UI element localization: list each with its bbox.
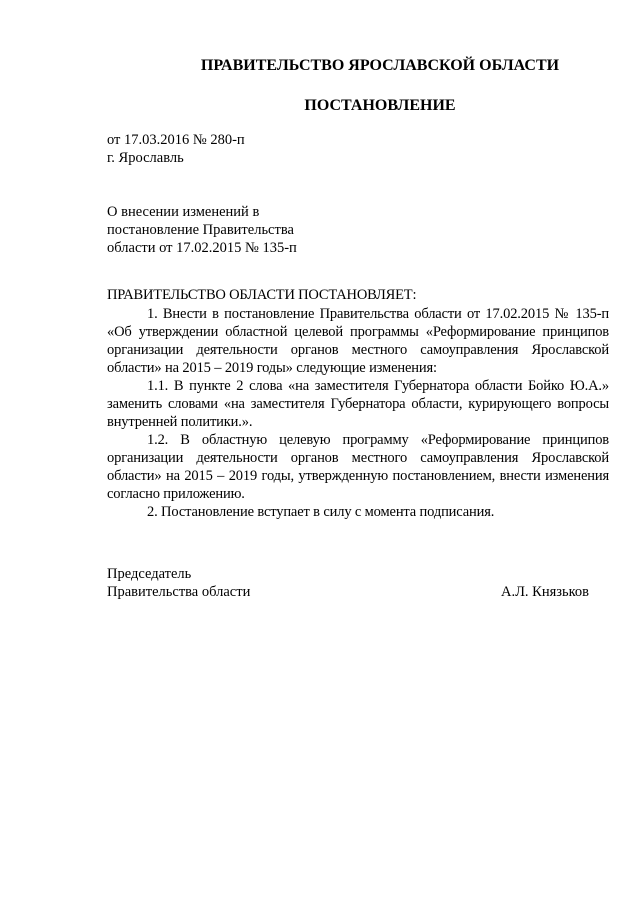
resolves-statement: ПРАВИТЕЛЬСТВО ОБЛАСТИ ПОСТАНОВЛЯЕТ: xyxy=(107,287,417,303)
signature-row-1 xyxy=(107,566,589,584)
body-paragraph-2: 2. Постановление вступает в силу с момента подписания. xyxy=(147,504,495,520)
signer-name: А.Л. Князьков xyxy=(500,584,589,600)
signature-row-2 xyxy=(107,584,589,602)
date-number: от 17.03.2016 № 280-п xyxy=(107,132,245,148)
body-paragraph-1-1: 1.1. В пункте 2 слова «на заместителя Губернатора области Бойко Ю.А.» заменить словами «на заместителя Губернатора области, курирующего вопросы внутренней политики.». xyxy=(107,378,609,430)
signer-position-line2: Правительства области xyxy=(107,584,251,600)
signature-block xyxy=(107,566,589,602)
document-subject xyxy=(107,204,367,258)
document-type-heading: ПОСТАНОВЛЕНИЕ xyxy=(304,97,456,114)
organization-heading: ПРАВИТЕЛЬСТВО ЯРОСЛАВСКОЙ ОБЛАСТИ xyxy=(200,57,560,74)
document-meta xyxy=(107,132,507,168)
body-paragraph-1-2: 1.2. В областную целевую программу «Реформирование принципов организации деятельности органов местного самоуправления Ярославской области» на 2015 – 2019 годы, утвержденную постановлением, внести изменения согласно приложению. xyxy=(107,432,609,502)
subject-line: О внесении изменений в xyxy=(107,204,260,220)
subject-line: области от 17.02.2015 № 135-п xyxy=(107,240,297,256)
document-body xyxy=(107,287,609,521)
signer-position-line1: Председатель xyxy=(107,566,192,582)
city: г. Ярославль xyxy=(107,150,184,166)
body-paragraph-1: 1. Внести в постановление Правительства области от 17.02.2015 № 135-п «Об утверждении областной целевой программы «Реформирование принципов организации деятельности органов местного самоуправления Ярославской области» на 2015 – 2019 годы» следующие изменения: xyxy=(107,306,609,376)
subject-line: постановление Правительства xyxy=(107,222,294,238)
